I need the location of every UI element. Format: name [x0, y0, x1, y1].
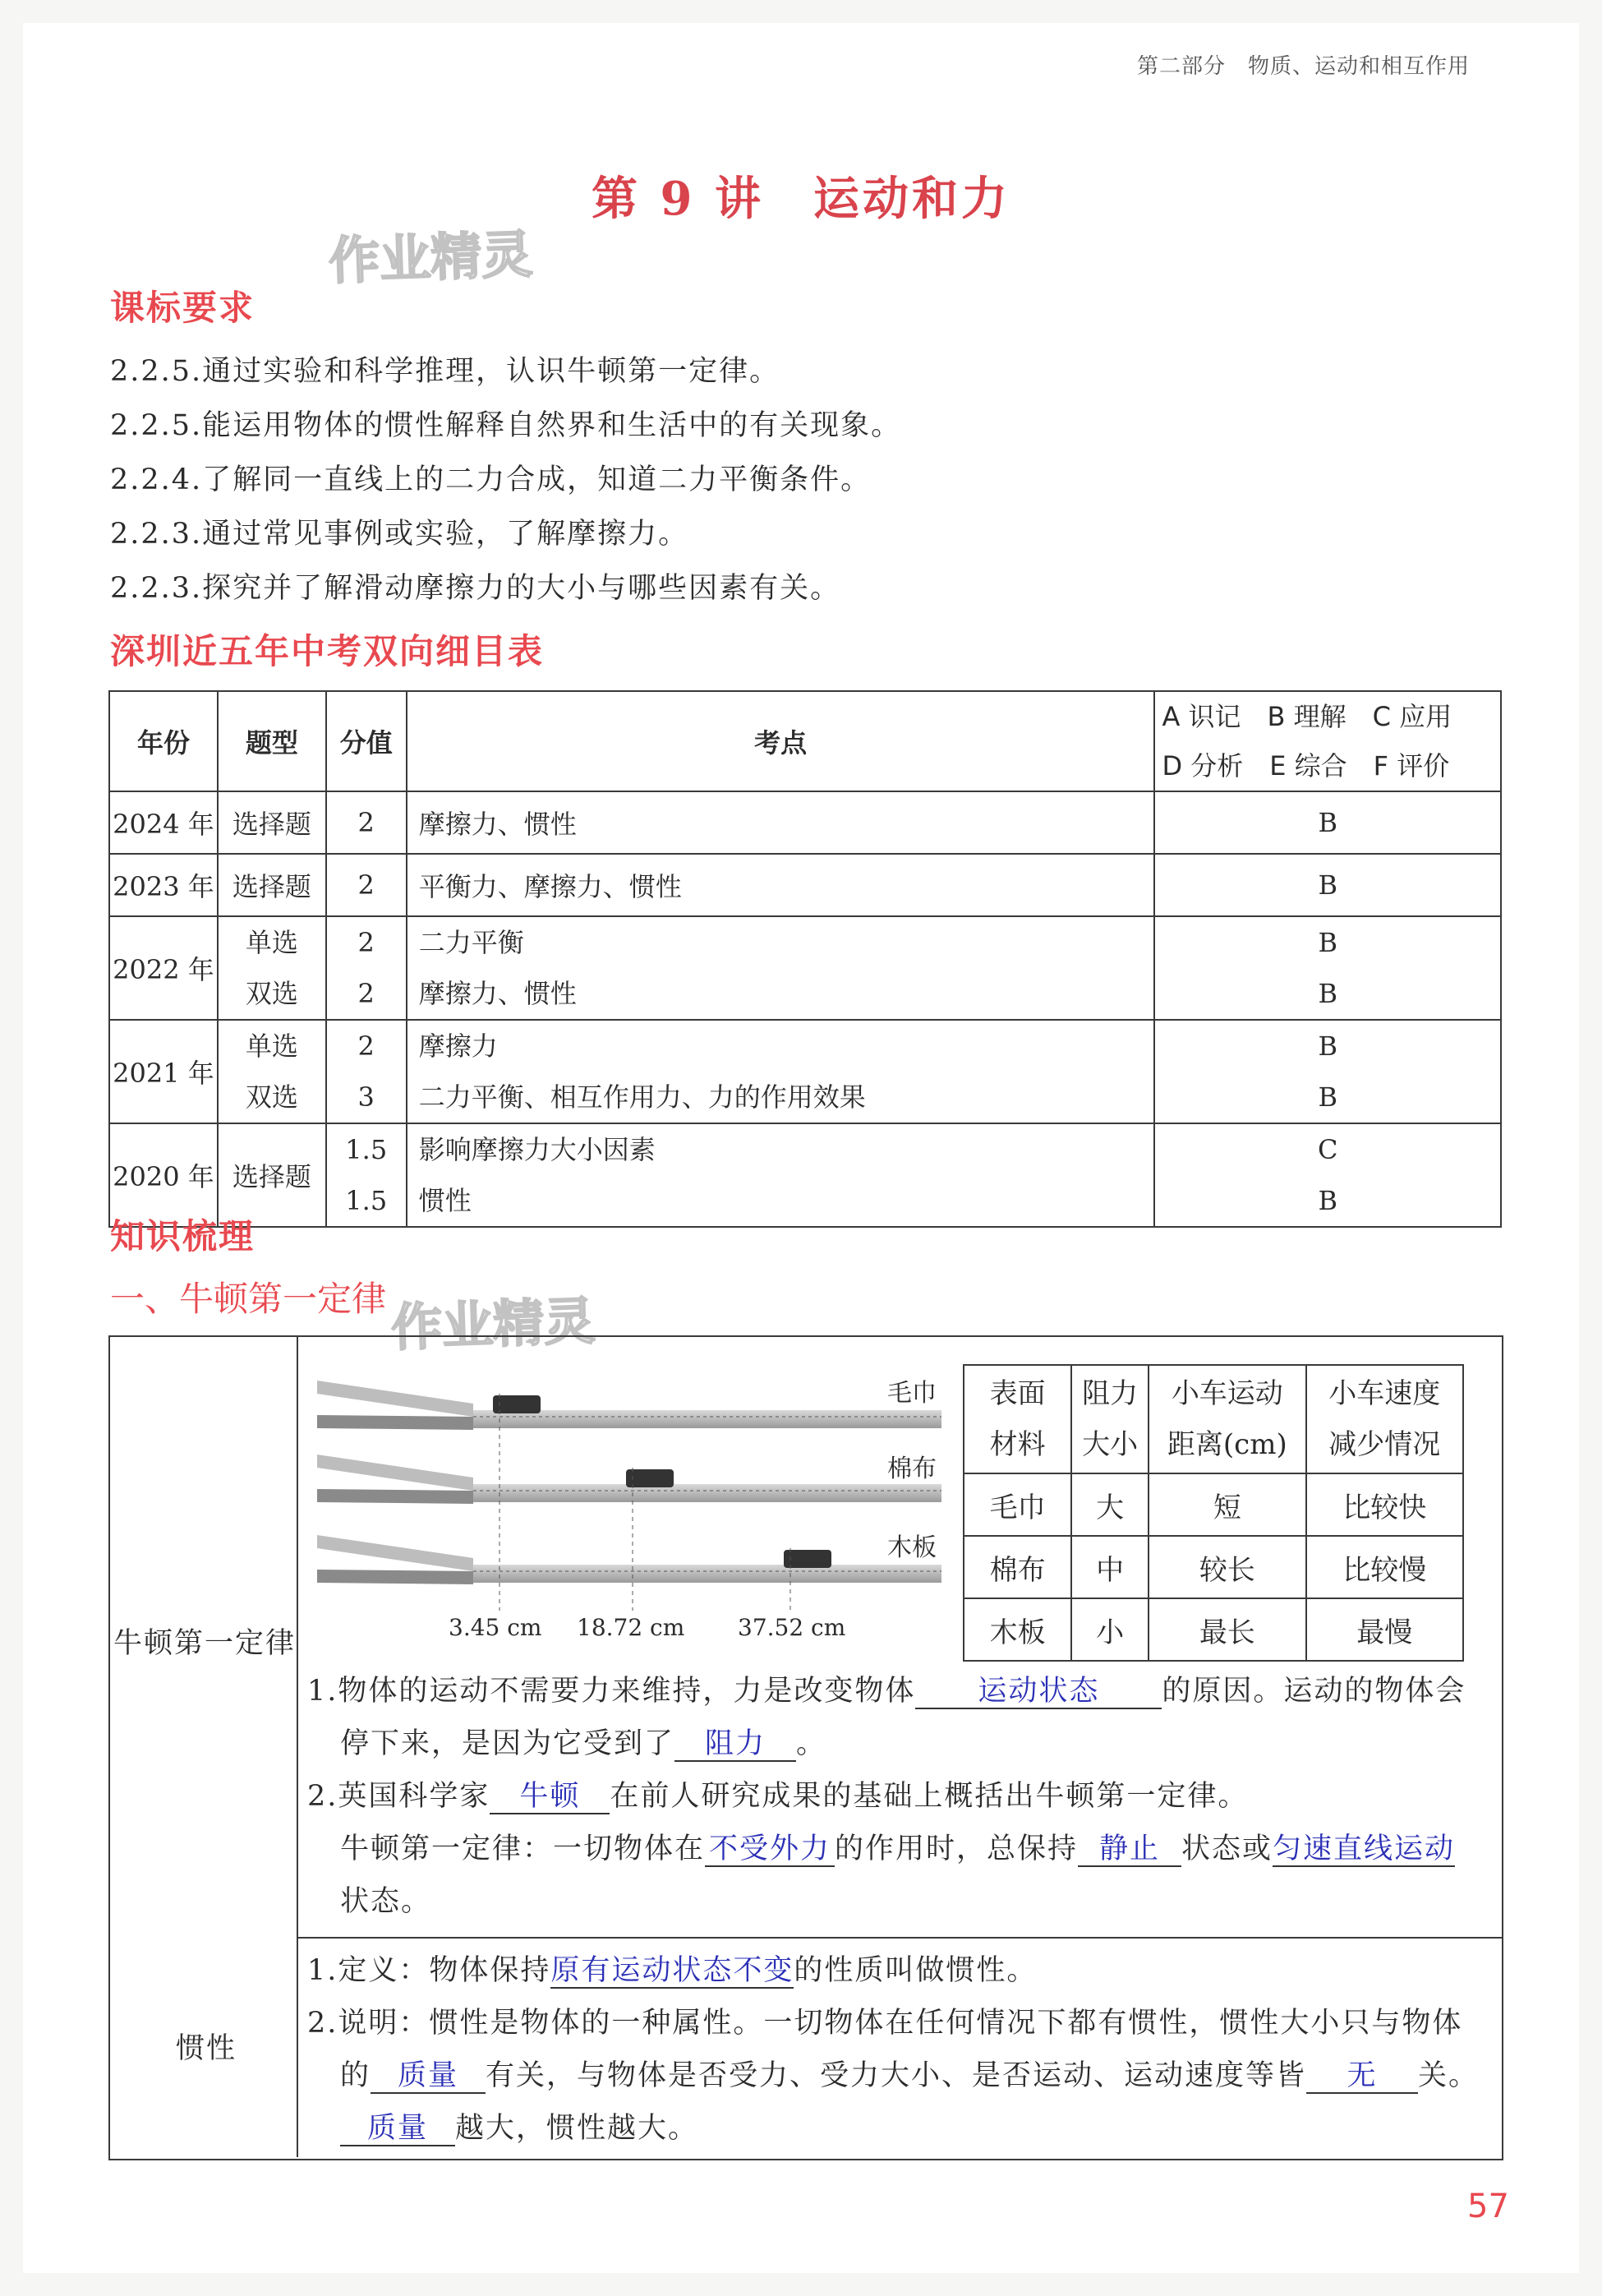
row-label-inertia: 惯性 — [176, 2032, 237, 2065]
answer-blank: 无 — [1306, 2059, 1418, 2094]
surface-label: 棉布 — [887, 1455, 937, 1483]
answer-blank: 质量 — [371, 2059, 486, 2094]
curriculum-item: 2.2.4.了解同一直线上的二力合成，知道二力平衡条件。 — [110, 463, 872, 496]
inertia-explanation-line-3: 质量 越大，惯性越大。 — [340, 2105, 698, 2146]
answer-blank: 不受外力 — [705, 1833, 835, 1867]
header-levels: A 识记 B 理解 C 应用 D 分析 E 综合 F 评价 — [1154, 691, 1501, 791]
newton-point-1-line-2: 停下来，是因为它受到了 阻力 。 — [340, 1727, 827, 1760]
curriculum-item: 2.2.5.通过实验和科学推理，认识牛顿第一定律。 — [110, 355, 780, 388]
answer-blank: 质量 — [340, 2112, 455, 2146]
row-label-newton: 牛顿第一定律 — [113, 1627, 297, 1660]
table-row: 2020 年 选择题 1.5 1.5 影响摩擦力大小因素 惯性 C B — [109, 1123, 1501, 1227]
watermark: 作业精灵 — [389, 1290, 596, 1358]
watermark: 作业精灵 — [327, 224, 534, 292]
ramp-experiment-figure — [317, 1364, 945, 1648]
ramp-board — [317, 1535, 941, 1584]
distance-label: 37.52 cm — [738, 1614, 846, 1641]
experiment-table — [963, 1364, 1464, 1662]
header-score: 分值 — [326, 691, 407, 791]
header-topic: 考点 — [407, 691, 1155, 791]
answer-blank: 牛顿 — [490, 1780, 610, 1814]
answer-blank: 阻力 — [674, 1727, 796, 1762]
table-row: 木板 小 最长 最慢 — [964, 1598, 1463, 1661]
section-knowledge: 知识梳理 — [110, 1216, 255, 1256]
header-year: 年份 — [109, 691, 218, 791]
distance-label: 3.45 cm — [449, 1614, 542, 1641]
ramp-towel — [317, 1381, 941, 1430]
distance-label: 18.72 cm — [577, 1614, 685, 1641]
surface-label: 木板 — [887, 1533, 937, 1562]
table-row: 2021 年 单选 双选 2 3 摩擦力 二力平衡、相互作用力、力的作用效果 B B — [109, 1020, 1501, 1123]
table-row: 棉布 中 较长 比较慢 — [964, 1536, 1463, 1598]
table-row: 毛巾 大 短 比较快 — [964, 1473, 1463, 1536]
lesson-title: 第 9 讲 运动和力 — [592, 172, 1010, 226]
header-type: 题型 — [218, 691, 326, 791]
answer-blank: 匀速直线运动 — [1273, 1833, 1456, 1865]
section-curriculum: 课标要求 — [110, 288, 255, 328]
newton-point-2-line-2: 牛顿第一定律：一切物体在 不受外力 的作用时，总保持 静止 状态或匀速直线运动 — [340, 1833, 1456, 1865]
exam-table — [108, 690, 1502, 1228]
curriculum-item: 2.2.3.通过常见事例或实验，了解摩擦力。 — [110, 518, 689, 551]
surface-label: 毛巾 — [887, 1379, 937, 1408]
newton-point-1-line-1: 1.物体的运动不需要力来维持，力是改变物体 运动状态 的原因。运动的物体会 — [307, 1675, 1466, 1708]
ramp-cotton — [317, 1455, 941, 1504]
table-header-row — [109, 691, 1501, 791]
table-row: 2024 年 选择题 2 摩擦力、惯性 B — [109, 791, 1501, 854]
newton-point-2-line-1: 2.英国科学家 牛顿 在前人研究成果的基础上概括出牛顿第一定律。 — [307, 1780, 1249, 1813]
answer-blank: 运动状态 — [915, 1675, 1162, 1709]
subsection-title: 一、牛顿第一定律 — [110, 1279, 387, 1319]
inertia-definition: 1.定义：物体保持原有运动状态不变的性质叫做惯性。 — [307, 1954, 1038, 1987]
newton-point-2-line-3: 状态。 — [340, 1885, 432, 1918]
answer-blank: 静止 — [1078, 1833, 1181, 1867]
running-head: 第二部分 物质、运动和相互作用 — [1137, 54, 1471, 79]
table-header-row: 表面 材料 阻力 大小 小车运动 距离(cm) 小车速度 减少情况 — [964, 1365, 1463, 1473]
answer-blank: 原有运动状态不变 — [550, 1954, 794, 1987]
curriculum-item: 2.2.5.能运用物体的惯性解释自然界和生活中的有关现象。 — [110, 409, 902, 442]
inertia-explanation-line-1: 2.说明：惯性是物体的一种属性。一切物体在任何情况下都有惯性，惯性大小只与物体 — [307, 2007, 1463, 2040]
curriculum-item: 2.2.3.探究并了解滑动摩擦力的大小与哪些因素有关。 — [110, 572, 841, 605]
inertia-explanation-line-2: 的 质量 有关，与物体是否受力、受力大小、是否运动、运动速度等皆 无 关。 — [340, 2059, 1480, 2092]
page-number: 57 — [1467, 2188, 1509, 2225]
section-exam-table: 深圳近五年中考双向细目表 — [110, 631, 545, 671]
table-row: 2022 年 单选 双选 2 2 二力平衡 摩擦力、惯性 B B — [109, 916, 1501, 1020]
table-row: 2023 年 选择题 2 平衡力、摩擦力、惯性 B — [109, 854, 1501, 916]
